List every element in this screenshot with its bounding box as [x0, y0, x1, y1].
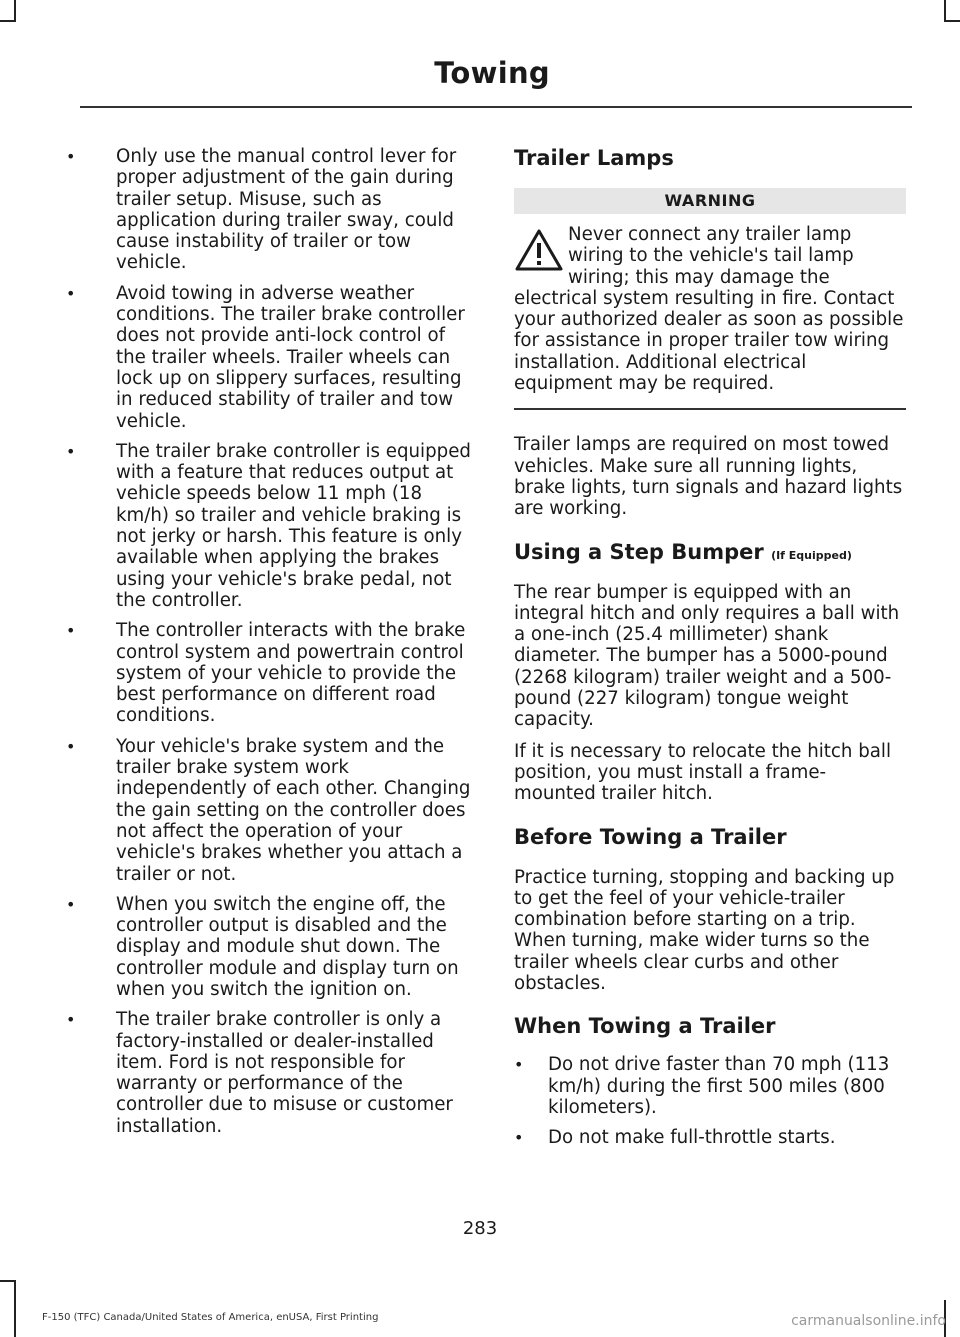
section-title-when-towing: When Towing a Trailer — [514, 1014, 776, 1039]
if-equipped-label: (If Equipped) — [771, 548, 852, 562]
list-item: • Do not drive faster than 70 mph (113 km/h) during the first 500 miles (800 kilometers). — [514, 1054, 906, 1118]
warning-label: WARNING — [514, 188, 906, 214]
header-rule — [80, 106, 912, 108]
section-title-trailer-lamps: Trailer Lamps — [514, 146, 674, 170]
crop-mark — [944, 0, 946, 22]
step-bumper-paragraph-2: If it is necessary to relocate the hitch ball position, you must install a frame-mounted trailer hitch. — [514, 740, 892, 805]
section-title-step-bumper — [514, 540, 906, 564]
step-bumper-title: Using a Step Bumper — [514, 539, 764, 564]
left-column — [66, 146, 474, 1146]
left-bullet-list — [66, 146, 474, 1137]
step-bumper-paragraph-1: The rear bumper is equipped with an integral hitch and only requires a ball with a one-inch (25.4 millimeter) shank diameter. The bumper has a 5000-pound (2268 kilogram) trailer weight and a 500-pound (227 kilogram) tongue weight capacity. — [514, 581, 900, 731]
list-item: • Your vehicle's brake system and the trailer brake system work independently of each other. Changing the gain setting on the controller does not affect the operation of your vehicle's brakes whether you attach a trailer or not. — [66, 736, 474, 885]
crop-mark — [14, 1280, 16, 1337]
warning-text: Never connect any trailer lamp wiring to the vehicle's tail lamp wiring; this may damage the electrical system resulting in fire. Contact your authorized dealer as soon as possible for assistance in proper trailer tow wiring installation. Additional electrical equipment may be required. — [514, 224, 904, 395]
list-item: • The controller interacts with the brake control system and powertrain control system of your vehicle to provide the best performance on different road conditions. — [66, 620, 474, 726]
section-title-before-towing: Before Towing a Trailer — [514, 824, 787, 849]
warning-triangle-icon — [514, 228, 564, 272]
list-item: • The trailer brake controller is equipped with a feature that reduces output at vehicle speeds below 11 mph (18 km/h) so trailer and vehicle braking is not jerky or harsh. This feature is only available when applying the brakes using your vehicle's brake pedal, not the controller. — [66, 441, 474, 611]
crop-mark — [944, 20, 960, 22]
list-item: • When you switch the engine off, the controller output is disabled and the display and module shut down. The controller module and display turn on when you switch the ignition on. — [66, 894, 474, 1000]
page-number: 283 — [462, 1218, 498, 1239]
crop-mark — [0, 20, 16, 22]
list-item: • Only use the manual control lever for proper adjustment of the gain during trailer setup. Misuse, such as application during trailer sway, could cause instability of trailer or tow vehicle. — [66, 146, 474, 274]
footer-text: F-150 (TFC) Canada/United States of America, enUSA, First Printing — [42, 1312, 379, 1323]
right-column — [514, 146, 906, 1158]
trailer-lamps-body: Trailer lamps are required on most towed vehicles. Make sure all running lights, brake lights, turn signals and hazard lights are working. — [514, 434, 903, 520]
page-header-title: Towing — [434, 56, 550, 90]
list-item: • The trailer brake controller is only a factory-installed or dealer-installed item. Ford is not responsible for warranty or performance of the controller due to misuse or customer installation. — [66, 1009, 474, 1137]
list-item: • Avoid towing in adverse weather conditions. The trailer brake controller does not provide anti-lock control of the trailer wheels. Trailer wheels can lock up on slippery surfaces, resulting in reduced stability of trailer and tow vehicle. — [66, 283, 474, 432]
crop-mark — [0, 1280, 16, 1282]
list-item: • Do not make full-throttle starts. — [514, 1127, 906, 1148]
warning-body — [514, 224, 906, 410]
warning-box — [514, 188, 906, 410]
watermark: carmanualsonline.info — [791, 1313, 946, 1329]
before-towing-body: Practice turning, stopping and backing up to get the feel of your vehicle-trailer combination before starting on a trip. When turning, make wider turns so the trailer wheels clear curbs and other obstacles. — [514, 866, 895, 995]
when-towing-list — [514, 1054, 906, 1148]
crop-mark — [14, 0, 16, 22]
